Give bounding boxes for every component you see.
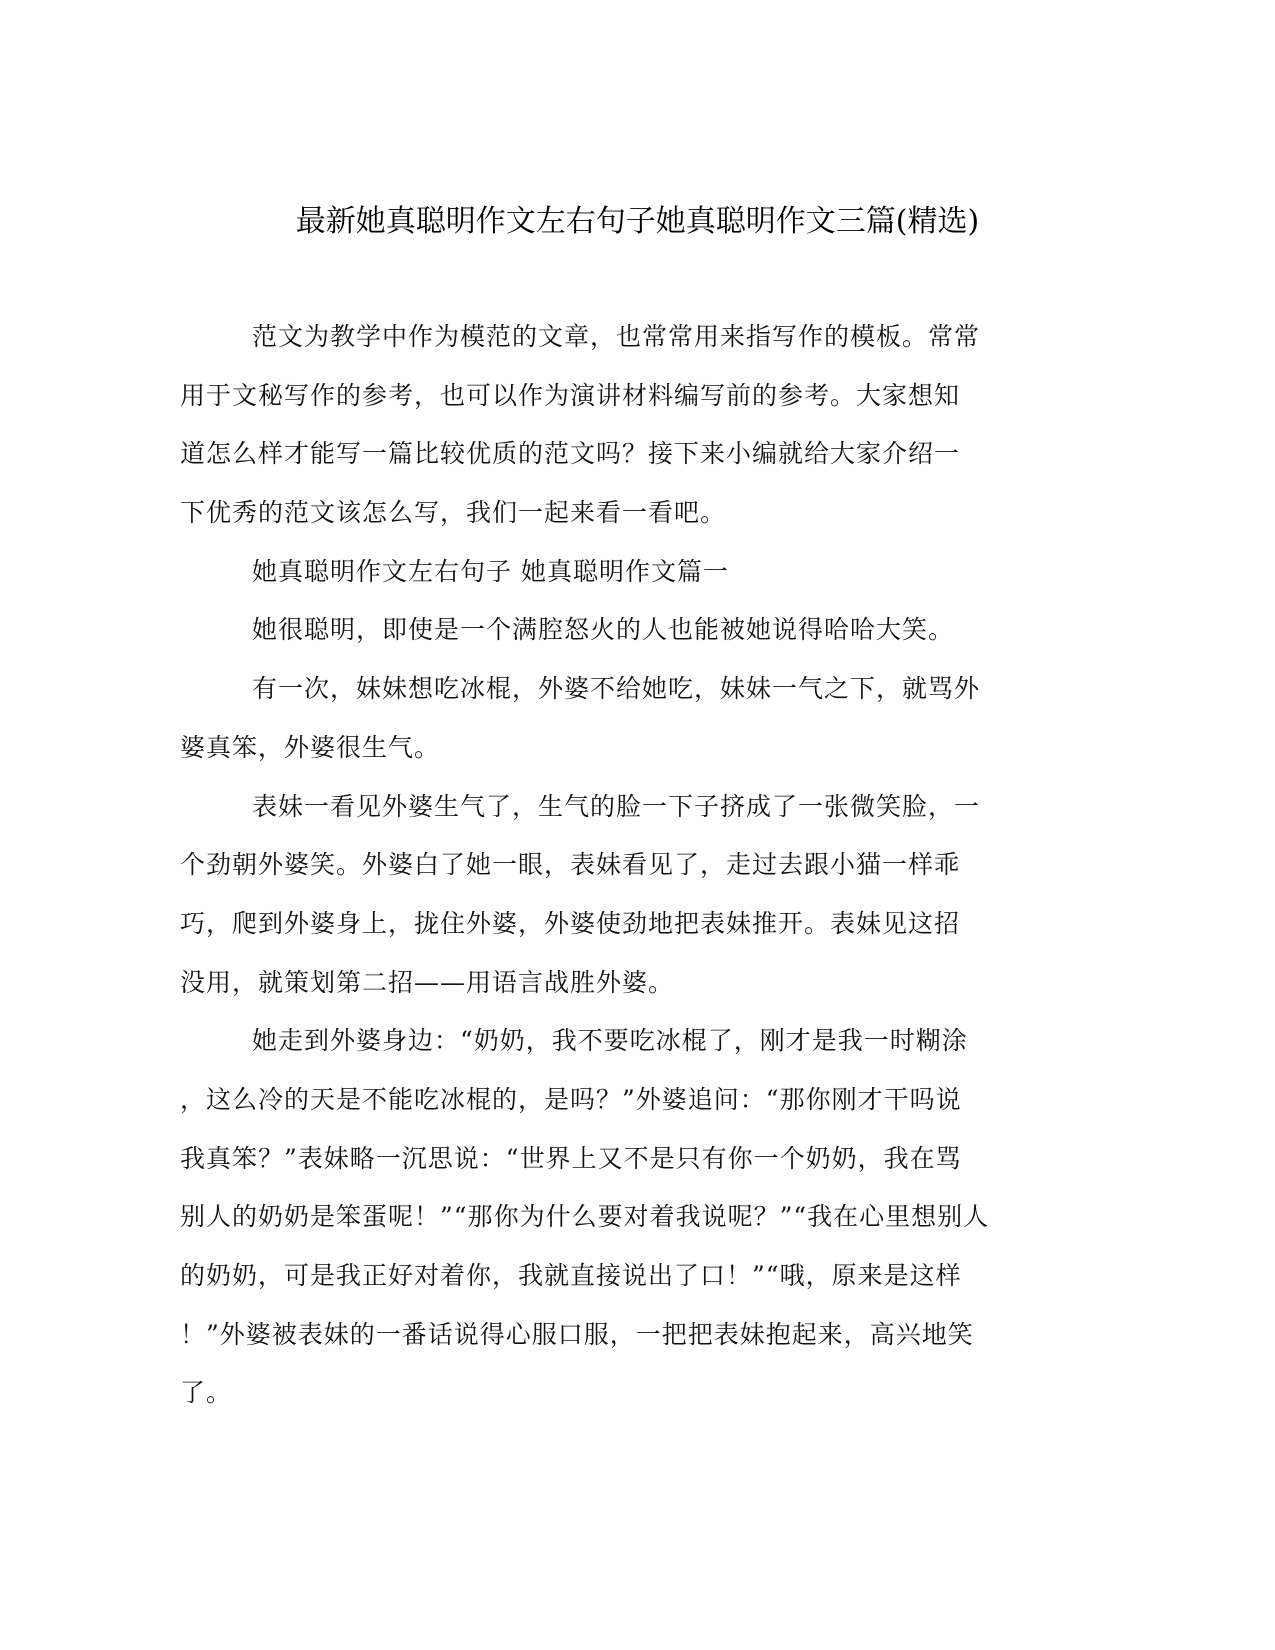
- document-title: 最新她真聪明作文左右句子她真聪明作文三篇(精选): [295, 204, 980, 239]
- paragraph-line: 用于文秘写作的参考，也可以作为演讲材料编写前的参考。大家想知: [180, 380, 961, 410]
- paragraph-line: 下优秀的范文该怎么写，我们一起来看一看吧。: [180, 498, 727, 528]
- paragraph-line: 巧，爬到外婆身上，拢住外婆，外婆使劲地把表妹推开。表妹见这招: [180, 908, 961, 938]
- section-heading: 她真聪明作文左右句子 她真聪明作文篇一: [252, 556, 729, 586]
- paragraph-line: 的奶奶，可是我正好对着你，我就直接说出了口！”“哦，原来是这样: [180, 1261, 962, 1290]
- paragraph-line: 道怎么样才能写一篇比较优质的范文吗？接下来小编就给大家介绍一: [180, 439, 961, 469]
- paragraph-line: 她走到外婆身边：“奶奶，我不要吃冰棍了，刚才是我一时糊涂: [252, 1026, 968, 1056]
- paragraph-line: 范文为教学中作为模范的文章，也常常用来指写作的模板。常常: [252, 322, 981, 351]
- paragraph-line: 没用，就策划第二招——用语言战胜外婆。: [180, 967, 675, 997]
- paragraph-line: 她很聪明，即使是一个满腔怒火的人也能被她说得哈哈大笑。: [252, 615, 955, 645]
- paragraph-line: ，这么冷的天是不能吃冰棍的，是吗？”外婆追问：“那你刚才干吗说: [180, 1084, 962, 1114]
- paragraph-line: 有一次，妹妹想吃冰棍，外婆不给她吃，妹妹一气之下，就骂外: [252, 674, 981, 704]
- paragraph-line: 表妹一看见外婆生气了，生气的脸一下子挤成了一张微笑脸，一: [252, 791, 981, 821]
- paragraph-line: 了。: [180, 1378, 233, 1408]
- paragraph-line: 婆真笨，外婆很生气。: [180, 732, 441, 762]
- document-body: [180, 308, 1040, 1423]
- paragraph-line: 别人的奶奶是笨蛋呢！”“那你为什么要对着我说呢？”“我在心里想别人: [180, 1202, 990, 1232]
- paragraph-line: 我真笨？”表妹略一沉思说：“世界上又不是只有你一个奶奶，我在骂: [180, 1143, 962, 1173]
- paragraph-line: 个劲朝外婆笑。外婆白了她一眼，表妹看见了，走过去跟小猫一样乖: [180, 850, 961, 880]
- paragraph-line: ！”外婆被表妹的一番话说得心服口服，一把把表妹抱起来，高兴地笑: [180, 1319, 974, 1349]
